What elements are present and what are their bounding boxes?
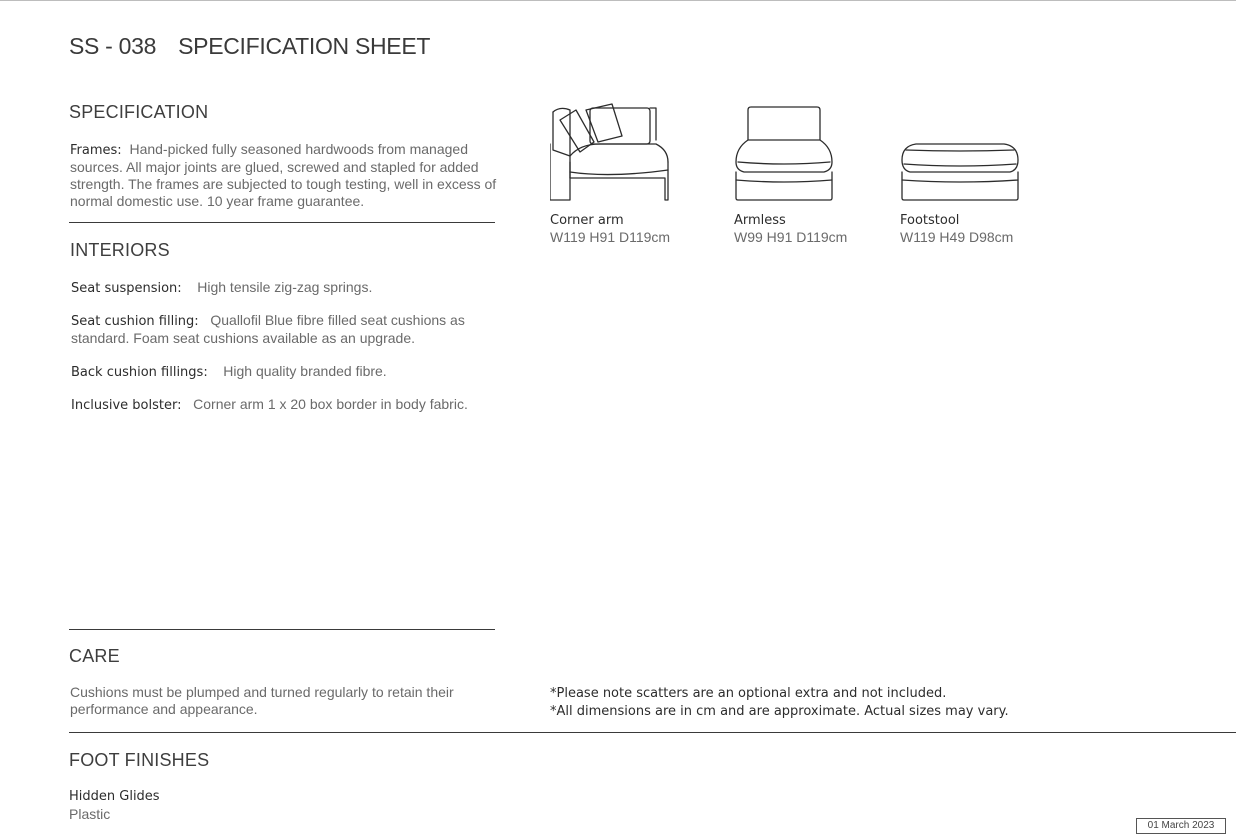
specification-heading: SPECIFICATION — [69, 102, 209, 122]
armless-chair-icon — [734, 100, 839, 205]
product-footstool — [900, 100, 1030, 250]
sheet-code: SS - 038 — [69, 33, 157, 59]
back-cushion-row — [71, 363, 387, 381]
seat-suspension-value: High tensile zig-zag springs. — [197, 279, 373, 295]
bolster-label: Inclusive bolster: — [71, 398, 182, 413]
product-name: Armless — [734, 213, 786, 228]
bolster-row — [71, 396, 468, 414]
care-line: performance and appearance. — [70, 701, 258, 717]
section-divider — [69, 629, 495, 630]
foot-finish-material: Plastic — [69, 806, 111, 822]
top-border — [0, 0, 1236, 1]
foot-finish-name: Hidden Glides — [69, 789, 160, 804]
product-corner-arm — [550, 100, 680, 250]
seat-suspension-label: Seat suspension: — [71, 281, 182, 296]
back-cushion-label: Back cushion fillings: — [71, 365, 208, 380]
date-stamp: 01 March 2023 — [1136, 818, 1226, 834]
frames-paragraph — [70, 141, 510, 210]
scatters-note: *Please note scatters are an optional extra and not included. — [550, 686, 947, 701]
bolster-value: Corner arm 1 x 20 box border in body fabric. — [193, 396, 468, 412]
frames-line: sources. All major joints are glued, screwed and stapled for added — [70, 159, 479, 175]
interiors-heading: INTERIORS — [70, 240, 170, 260]
footstool-icon — [900, 100, 1025, 205]
frames-line: Hand-picked fully seasoned hardwoods from managed — [129, 141, 468, 157]
frames-line: normal domestic use. 10 year frame guarantee. — [70, 193, 365, 209]
product-name: Corner arm — [550, 213, 624, 228]
page-title — [69, 33, 430, 60]
dimensions-note: *All dimensions are in cm and are approximate. Actual sizes may vary. — [550, 704, 1009, 719]
seat-cushion-value-cont: standard. Foam seat cushions available as an upgrade. — [71, 330, 415, 346]
product-dimensions: W99 H91 D119cm — [734, 229, 848, 245]
seat-cushion-label: Seat cushion filling: — [71, 314, 199, 329]
foot-finishes-heading: FOOT FINISHES — [69, 750, 210, 770]
sheet-title: SPECIFICATION SHEET — [178, 33, 431, 59]
frames-line: strength. The frames are subjected to tough testing, well in excess of — [70, 176, 497, 192]
product-name: Footstool — [900, 213, 960, 228]
seat-cushion-row — [71, 312, 465, 347]
care-line: Cushions must be plumped and turned regularly to retain their — [70, 684, 454, 700]
back-cushion-value: High quality branded fibre. — [223, 363, 387, 379]
seat-cushion-value: Quallofil Blue fibre filled seat cushions as — [210, 312, 465, 328]
care-heading: CARE — [69, 646, 120, 666]
product-dimensions: W119 H91 D119cm — [550, 229, 671, 245]
seat-suspension-row — [71, 279, 372, 297]
section-divider — [69, 222, 495, 223]
frames-label: Frames: — [70, 143, 122, 158]
product-armless — [734, 100, 864, 250]
product-dimensions: W119 H49 D98cm — [900, 229, 1014, 245]
section-divider — [69, 732, 1236, 733]
care-paragraph — [70, 684, 454, 718]
corner-arm-sofa-icon — [550, 100, 675, 205]
